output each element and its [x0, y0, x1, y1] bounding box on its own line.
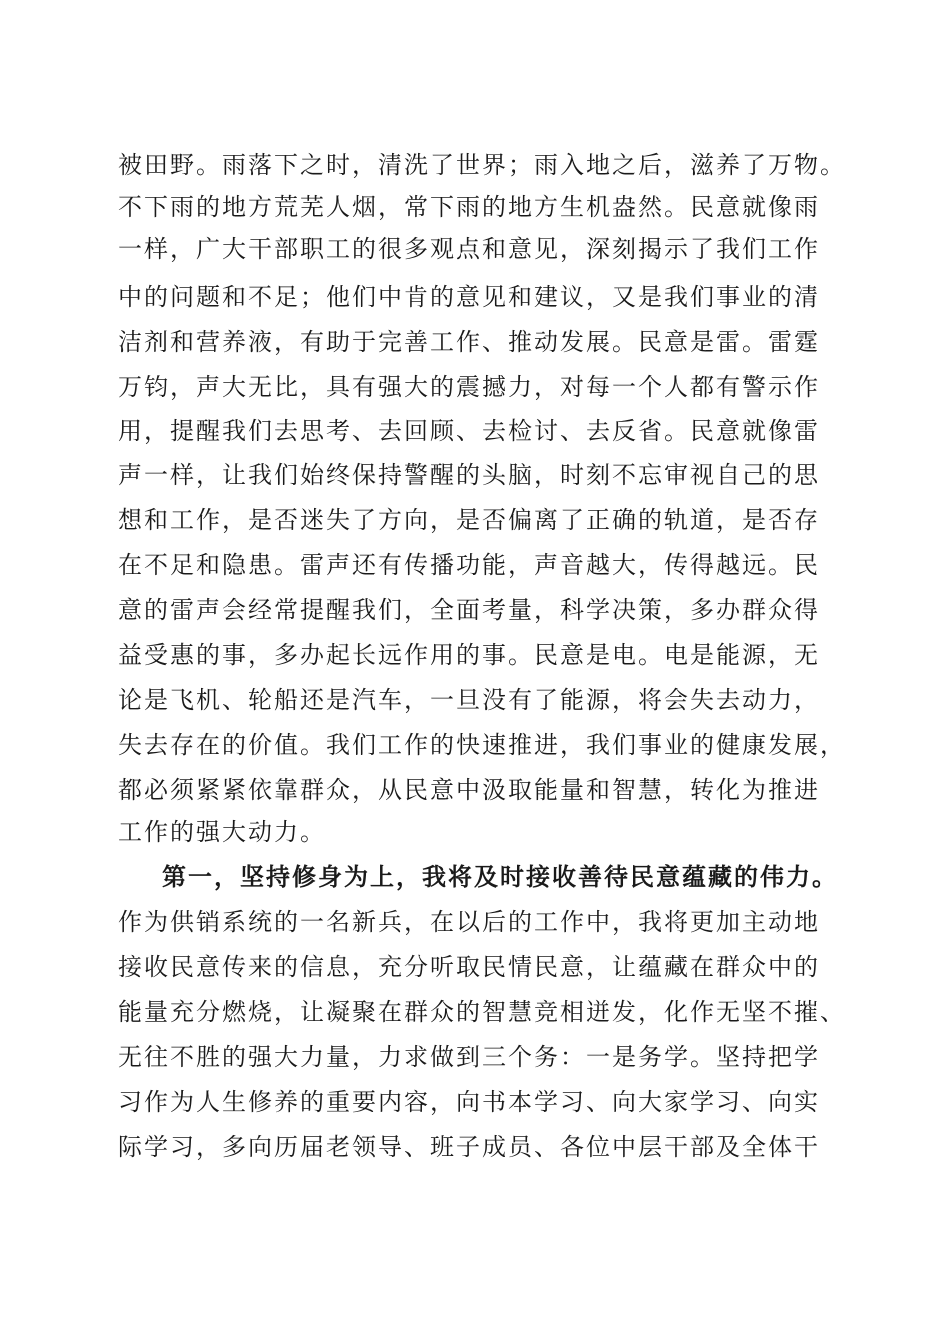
text-line: 益受惠的事，多办起长远作用的事。民意是电。电是能源，无: [118, 641, 820, 669]
text-line: 工作的强大动力。: [118, 818, 326, 846]
text-line: 际学习，多向历届老领导、班子成员、各位中层干部及全体干: [118, 1133, 820, 1161]
text-line: 洁剂和营养液，有助于完善工作、推动发展。民意是雷。雷霆: [118, 328, 820, 356]
text-line: 用，提醒我们去思考、去回顾、去检讨、去反省。民意就像雷: [118, 417, 820, 445]
text-line: 声一样，让我们始终保持警醒的头脑，时刻不忘审视自己的思: [118, 461, 820, 489]
text-line: 论是飞机、轮船还是汽车，一旦没有了能源，将会失去动力，: [118, 686, 820, 714]
text-line: 在不足和隐患。雷声还有传播功能，声音越大，传得越远。民: [118, 551, 820, 579]
text-line: 一样，广大干部职工的很多观点和意见，深刻揭示了我们工作: [118, 235, 820, 263]
text-line: 都必须紧紧依靠群众，从民意中汲取能量和智慧，转化为推进: [118, 776, 820, 804]
text-line: 中的问题和不足；他们中肯的意见和建议，又是我们事业的清: [118, 283, 820, 311]
text-line: 被田野。雨落下之时，清洗了世界；雨入地之后，滋养了万物。: [118, 151, 846, 179]
text-line: 意的雷声会经常提醒我们，全面考量，科学决策，多办群众得: [118, 596, 820, 624]
text-line: 想和工作，是否迷失了方向，是否偏离了正确的轨道，是否存: [118, 506, 820, 534]
text-line: 能量充分燃烧，让凝聚在群众的智慧竞相迸发，化作无坚不摧、: [118, 998, 846, 1026]
text-line: 不下雨的地方荒芜人烟，常下雨的地方生机盎然。民意就像雨: [118, 193, 820, 221]
text-line: 无往不胜的强大力量，力求做到三个务：一是务学。坚持把学: [118, 1043, 820, 1071]
section-heading-line: 第一，坚持修身为上，我将及时接收善待民意蕴藏的伟力。: [162, 862, 838, 891]
text-line: 失去存在的价值。我们工作的快速推进，我们事业的健康发展，: [118, 731, 846, 759]
text-line: 作为供销系统的一名新兵，在以后的工作中，我将更加主动地: [118, 908, 820, 936]
text-line: 万钧，声大无比，具有强大的震撼力，对每一个人都有警示作: [118, 373, 820, 401]
text-line: 习作为人生修养的重要内容，向书本学习、向大家学习、向实: [118, 1088, 820, 1116]
text-line: 接收民意传来的信息，充分听取民情民意，让蕴藏在群众中的: [118, 953, 820, 981]
